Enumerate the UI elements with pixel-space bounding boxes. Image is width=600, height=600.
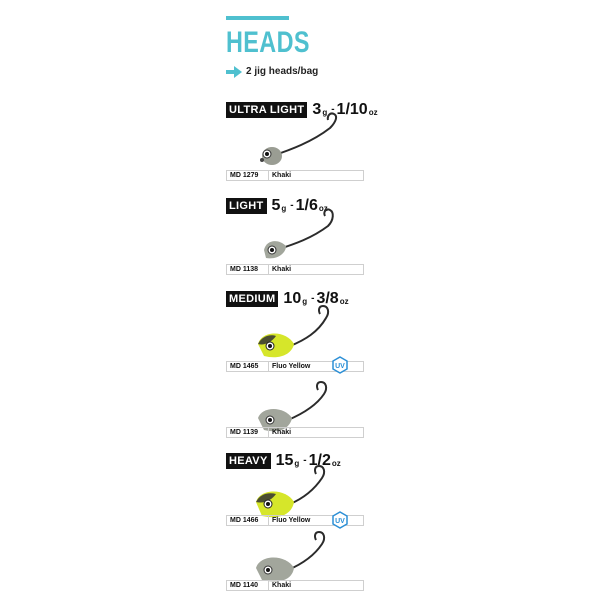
- svg-text:UV: UV: [335, 518, 345, 525]
- product-code: MD 1279: [230, 172, 259, 179]
- weight-class-tag: LIGHT: [226, 198, 267, 214]
- product-row: [226, 580, 364, 591]
- product-color: Khaki: [268, 265, 291, 274]
- weight-class-tag: HEAVY: [226, 453, 271, 469]
- weight-spec: 10 g - 3/8 oz: [283, 290, 349, 307]
- product-color: Khaki: [268, 581, 291, 590]
- product-code: MD 1140: [230, 582, 259, 589]
- weight-class-tag: MEDIUM: [226, 291, 278, 307]
- product-color: Khaki: [268, 171, 291, 180]
- uv-badge-icon: [331, 356, 349, 374]
- product-color: Khaki: [268, 428, 291, 437]
- weight-class-tag: ULTRA LIGHT: [226, 102, 307, 118]
- product-code: MD 1139: [230, 429, 259, 436]
- jig-head-image: [250, 110, 360, 172]
- product-code: MD 1465: [230, 363, 259, 370]
- weight-spec: 3 g - 1/10 oz: [312, 101, 378, 118]
- product-code: MD 1466: [230, 517, 259, 524]
- jig-head-image: [250, 300, 360, 362]
- product-color: Fluo Yellow: [268, 362, 310, 371]
- svg-text:UV: UV: [335, 363, 345, 370]
- product-color: Fluo Yellow: [268, 516, 310, 525]
- product-code: MD 1138: [230, 266, 259, 273]
- product-row: [226, 264, 364, 275]
- weight-spec: 15 g - 1/2 oz: [275, 452, 341, 469]
- uv-badge-icon: [331, 511, 349, 529]
- product-row: [226, 427, 364, 438]
- jig-head-image: [250, 204, 360, 266]
- title-accent-bar: [226, 16, 289, 20]
- page-title: HEADS: [226, 26, 310, 59]
- arrow-right-icon: [226, 66, 242, 78]
- subtitle: 2 jig heads/bag: [246, 66, 319, 77]
- weight-spec: 5 g - 1/6 oz: [271, 197, 328, 214]
- product-row: [226, 170, 364, 181]
